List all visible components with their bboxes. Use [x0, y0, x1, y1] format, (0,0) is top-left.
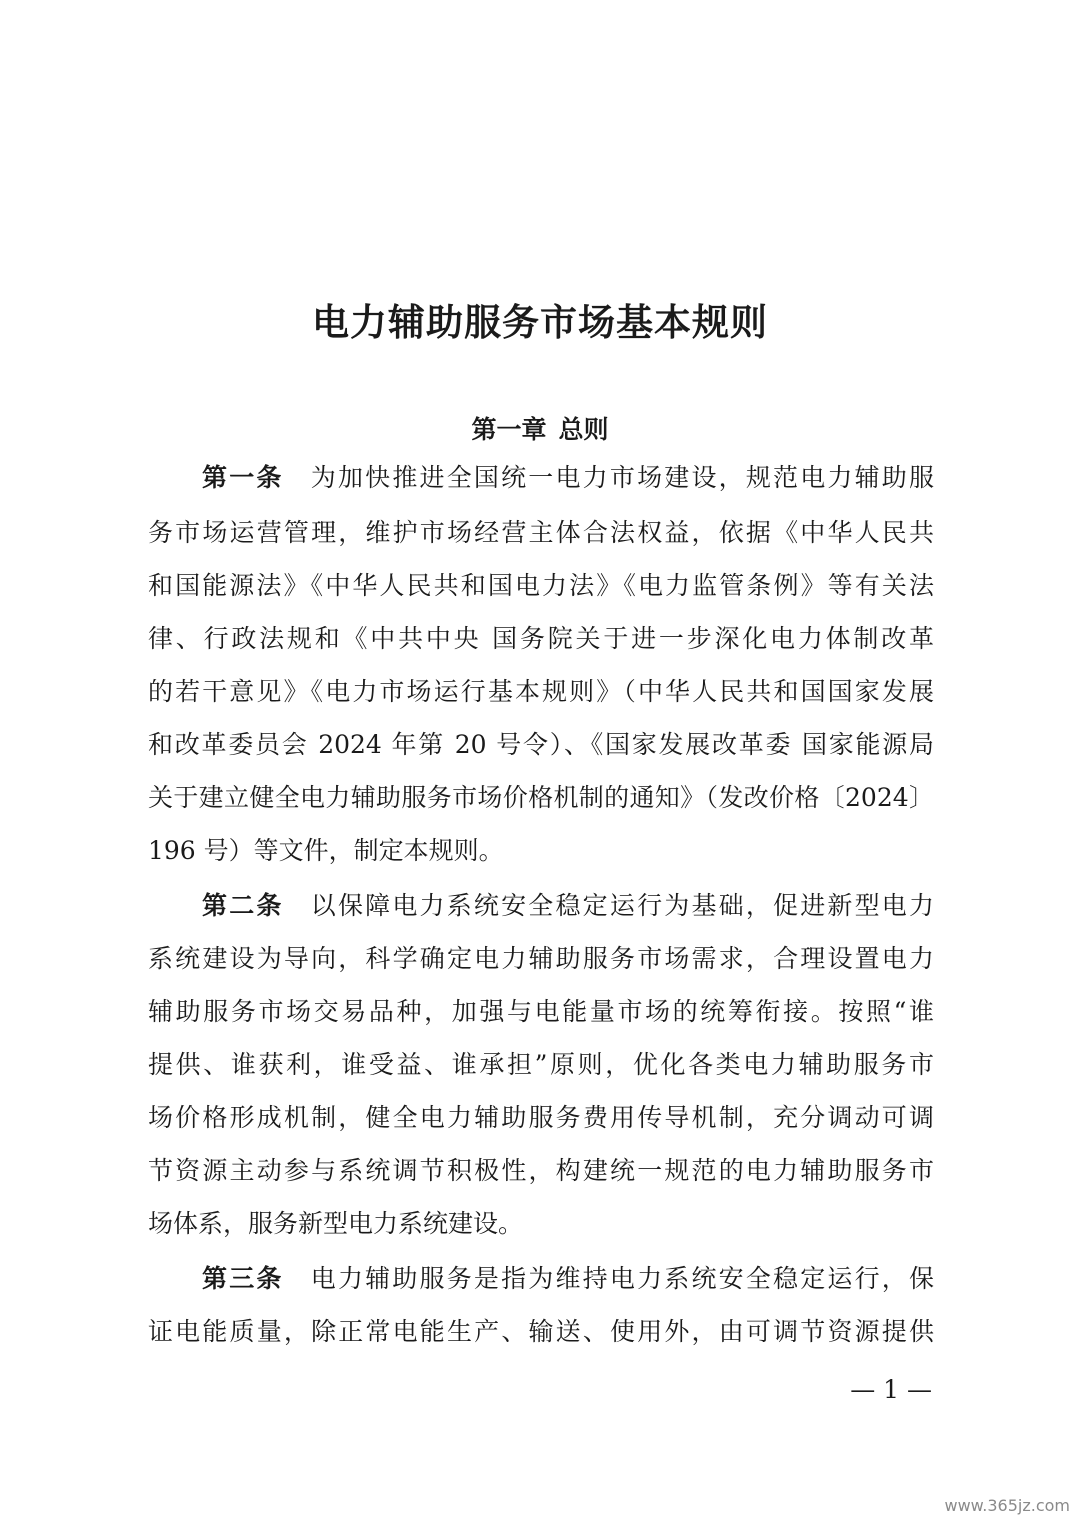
article-2-line-6: 节资源主动参与系统调节积极性，构建统一规范的电力辅助服务市	[148, 1156, 934, 1185]
article-2-line-7: 场体系，服务新型电力系统建设。	[148, 1209, 524, 1238]
article-2-line-5: 场价格形成机制，健全电力辅助服务费用传导机制，充分调动可调	[148, 1103, 934, 1132]
article-1-line-5: 的若干意见》《电力市场运行基本规则》（中华人民共和国国家发展	[148, 677, 934, 706]
article-3-line-2: 证电能质量，除正常电能生产、输送、使用外，由可调节资源提供	[148, 1317, 934, 1346]
article-2-line-2: 系统建设为导向，科学确定电力辅助服务市场需求，合理设置电力	[148, 944, 934, 973]
article-2-line-1	[202, 886, 934, 926]
article-3-text-1: 电力辅助服务是指为维持电力系统安全稳定运行，保	[308, 1264, 934, 1293]
article-1-line-7: 关于建立健全电力辅助服务市场价格机制的通知》（发改价格〔2024〕	[148, 783, 934, 812]
article-1-line-8: 196 号）等文件，制定本规则。	[148, 836, 504, 865]
article-1-line-1	[202, 458, 934, 498]
article-2-text-1: 以保障电力系统安全稳定运行为基础，促进新型电力	[308, 891, 934, 920]
article-2-label: 第二条	[202, 891, 284, 920]
article-1-line-4: 律、行政法规和《中共中央 国务院关于进一步深化电力体制改革	[148, 624, 934, 653]
article-1-line-2: 务市场运营管理，维护市场经营主体合法权益，依据《中华人民共	[148, 518, 934, 547]
article-1-line-3: 和国能源法》《中华人民共和国电力法》《电力监管条例》等有关法	[148, 571, 934, 600]
document-title: 电力辅助服务市场基本规则	[312, 301, 768, 344]
article-3-label: 第三条	[202, 1264, 284, 1293]
watermark: www.365jz.com	[944, 1496, 1070, 1515]
article-3-line-1	[202, 1259, 934, 1299]
chapter-number: 第一章	[471, 415, 547, 444]
article-1-label: 第一条	[202, 463, 284, 492]
chapter-name: 总则	[558, 415, 609, 444]
article-1-line-6: 和改革委员会 2024 年第 20 号令）、《国家发展改革委 国家能源局	[148, 730, 934, 759]
article-1-text-1: 为加快推进全国统一电力市场建设，规范电力辅助服	[308, 463, 934, 492]
page-number: — 1 —	[850, 1375, 932, 1404]
chapter-heading	[0, 410, 1080, 446]
article-2-line-4: 提供、谁获利，谁受益、谁承担”原则，优化各类电力辅助服务市	[148, 1050, 934, 1079]
article-2-line-3: 辅助服务市场交易品种，加强与电能量市场的统筹衔接。按照“谁	[148, 997, 934, 1026]
